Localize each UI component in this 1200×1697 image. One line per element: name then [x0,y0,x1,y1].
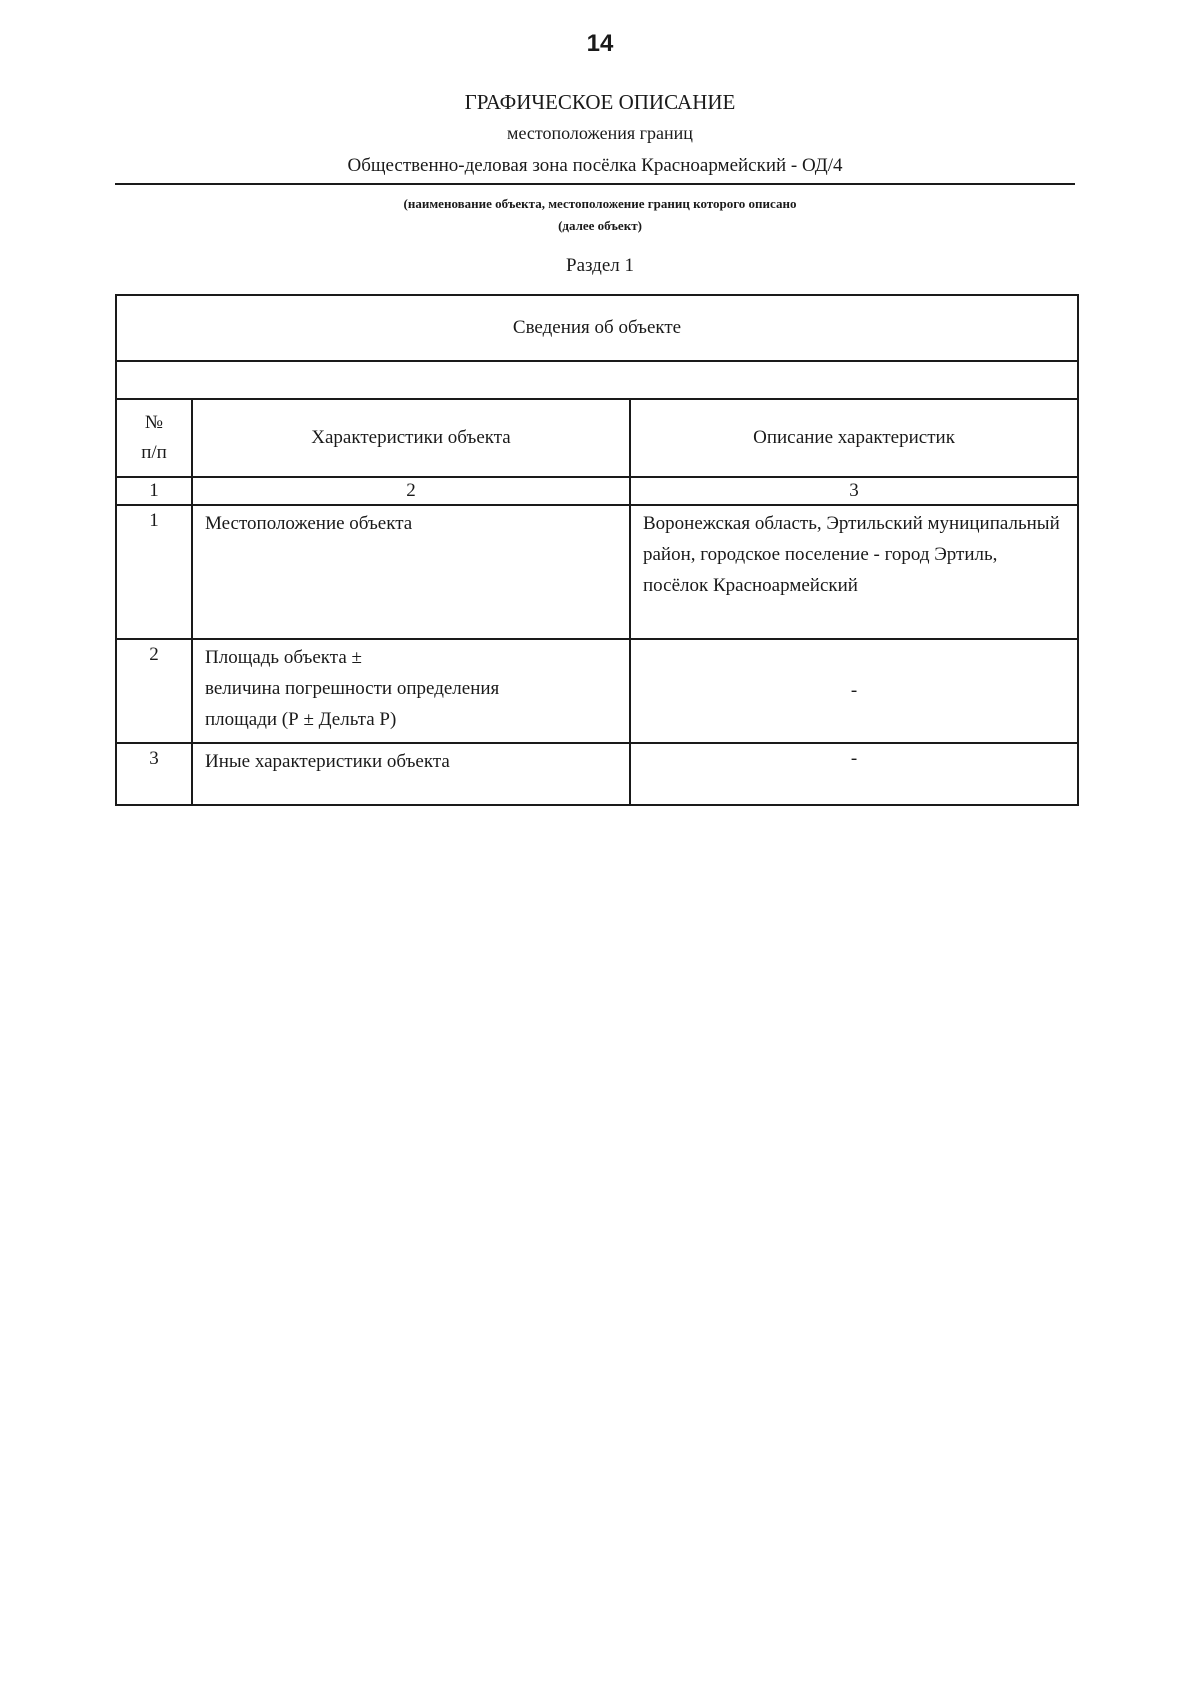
table-header-row [116,399,1078,477]
table-row [116,743,1078,805]
column-header-number-line2: п/п [141,442,167,463]
table-title-row [116,295,1078,361]
row-characteristic: Местоположение объекта [192,505,630,639]
table-row [116,505,1078,639]
row-number: 2 [116,639,192,743]
column-header-number-line1: № [144,412,164,433]
row-characteristic-line3: площади (Р ± Дельта Р) [205,709,397,730]
row-description: Воронежская область, Эртильский муниципальный район, городское поселение - город Эртиль, посёлок Красноармейский [630,505,1078,639]
document-subtitle: местоположения границ [507,123,693,143]
row-description: - [630,743,1078,805]
table-empty-row [116,361,1078,399]
row-characteristic-line1: Площадь объекта ± [205,647,362,668]
column-header-description: Описание характеристик [630,399,1078,477]
page-number: 14 [586,30,614,57]
table-title: Сведения об объекте [116,295,1078,361]
column-number-2: 2 [192,477,630,505]
table-row [116,639,1078,743]
column-number-1: 1 [116,477,192,505]
object-info-table [115,294,1079,806]
object-name-caption [0,193,1200,237]
column-header-number [116,399,192,477]
section-label: Раздел 1 [566,255,634,276]
document-title: ГРАФИЧЕСКОЕ ОПИСАНИЕ [464,90,736,114]
row-number: 1 [116,505,192,639]
object-name: Общественно-деловая зона посёлка Красноармейский - ОД/4 [115,155,1075,185]
column-header-characteristics: Характеристики объекта [192,399,630,477]
row-description: - [630,639,1078,743]
caption-line-1: (наименование объекта, местоположение границ которого описано [403,196,797,211]
row-characteristic [192,639,630,743]
column-number-row [116,477,1078,505]
row-number: 3 [116,743,192,805]
row-characteristic-line2: величина погрешности определения [205,678,500,699]
row-characteristic: Иные характеристики объекта [192,743,630,805]
caption-line-2: (далее объект) [558,218,642,233]
column-number-3: 3 [630,477,1078,505]
table-empty-cell [116,361,1078,399]
